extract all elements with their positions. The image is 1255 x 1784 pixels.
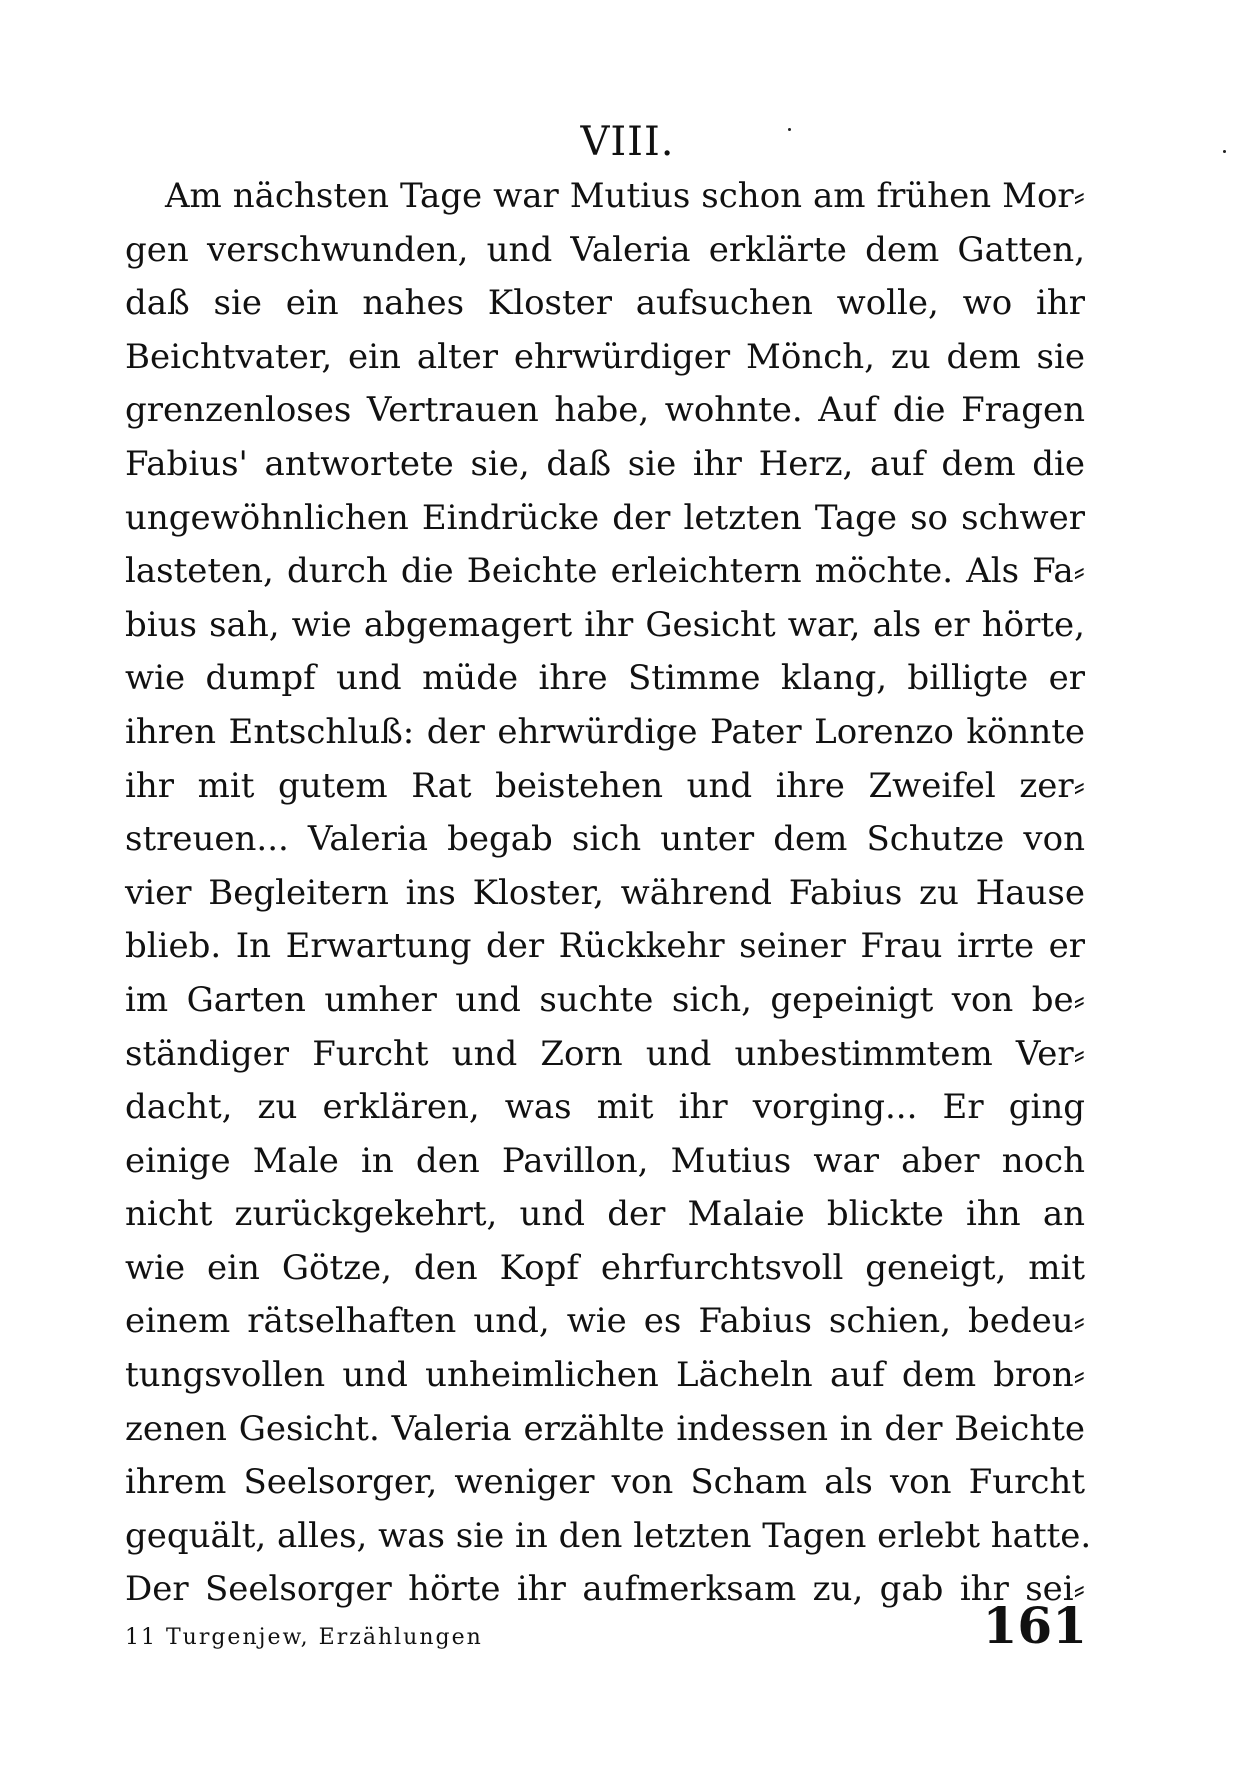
text-line: blieb. In Erwartung der Rückkehr seiner Frau irrte er [125,926,1085,967]
text-line: zenen Gesicht. Valeria erzählte indessen in der Beichte [125,1408,1085,1449]
footer-signature: 11 Turgenjew, Erzählungen [125,1625,483,1650]
text-line: ständiger Furcht und Zorn und unbestimmtem Ver⸗ [125,1033,1085,1074]
text-line: gequält, alles, was sie in den letzten Tagen erlebt hatte. [125,1515,1092,1556]
text-line: einem rätselhaften und, wie es Fabius schien, bedeu⸗ [125,1301,1085,1342]
text-line: gen verschwunden, und Valeria erklärte dem Gatten, [125,229,1085,270]
text-line: Am nächsten Tage war Mutius schon am frühen Mor⸗ [165,176,1085,216]
text-line: Der Seelsorger hörte ihr aufmerksam zu, gab ihr sei⸗ [125,1569,1085,1610]
text-line: ungewöhnlichen Eindrücke der letzten Tage so schwer [125,497,1085,538]
text-line: vier Begleitern ins Kloster, während Fabius zu Hause [125,872,1085,913]
text-line: wie ein Götze, den Kopf ehrfurchtsvoll geneigt, mit [125,1247,1085,1288]
text-line: wie dumpf und müde ihre Stimme klang, billigte er [125,658,1085,699]
text-line: lasteten, durch die Beichte erleichtern möchte. Als Fa⸗ [125,551,1085,592]
page-number: 161 [982,1596,1087,1655]
text-line: einige Male in den Pavillon, Mutius war aber noch [125,1140,1085,1181]
body-text [125,170,1092,1617]
text-line: ihrem Seelsorger, weniger von Scham als von Furcht [125,1462,1085,1503]
text-line: grenzenloses Vertrauen habe, wohnte. Auf die Fragen [125,390,1085,431]
scan-speck [788,128,791,131]
chapter-heading: VIII. [580,119,675,165]
text-line: Fabius' antwortete sie, daß sie ihr Herz, auf dem die [125,443,1085,484]
text-line: nicht zurückgekehrt, und der Malaie blickte ihn an [125,1194,1085,1235]
text-line: dacht, zu erklären, was mit ihr vorging... Er ging [125,1087,1085,1128]
text-line: daß sie ein nahes Kloster aufsuchen wolle, wo ihr [125,283,1085,324]
text-line: streuen... Valeria begab sich unter dem Schutze von [125,819,1085,860]
text-line: Beichtvater, ein alter ehrwürdiger Mönch, zu dem sie [125,336,1085,377]
text-line: tungsvollen und unheimlichen Lächeln auf dem bron⸗ [125,1355,1085,1396]
text-line: ihren Entschluß: der ehrwürdige Pater Lorenzo könnte [125,711,1085,752]
text-line: im Garten umher und suchte sich, gepeinigt von be⸗ [125,979,1085,1020]
scan-speck [1223,150,1226,153]
text-line: ihr mit gutem Rat beistehen und ihre Zweifel zer⸗ [125,765,1085,806]
text-line: bius sah, wie abgemagert ihr Gesicht war, als er hörte, [125,604,1085,645]
